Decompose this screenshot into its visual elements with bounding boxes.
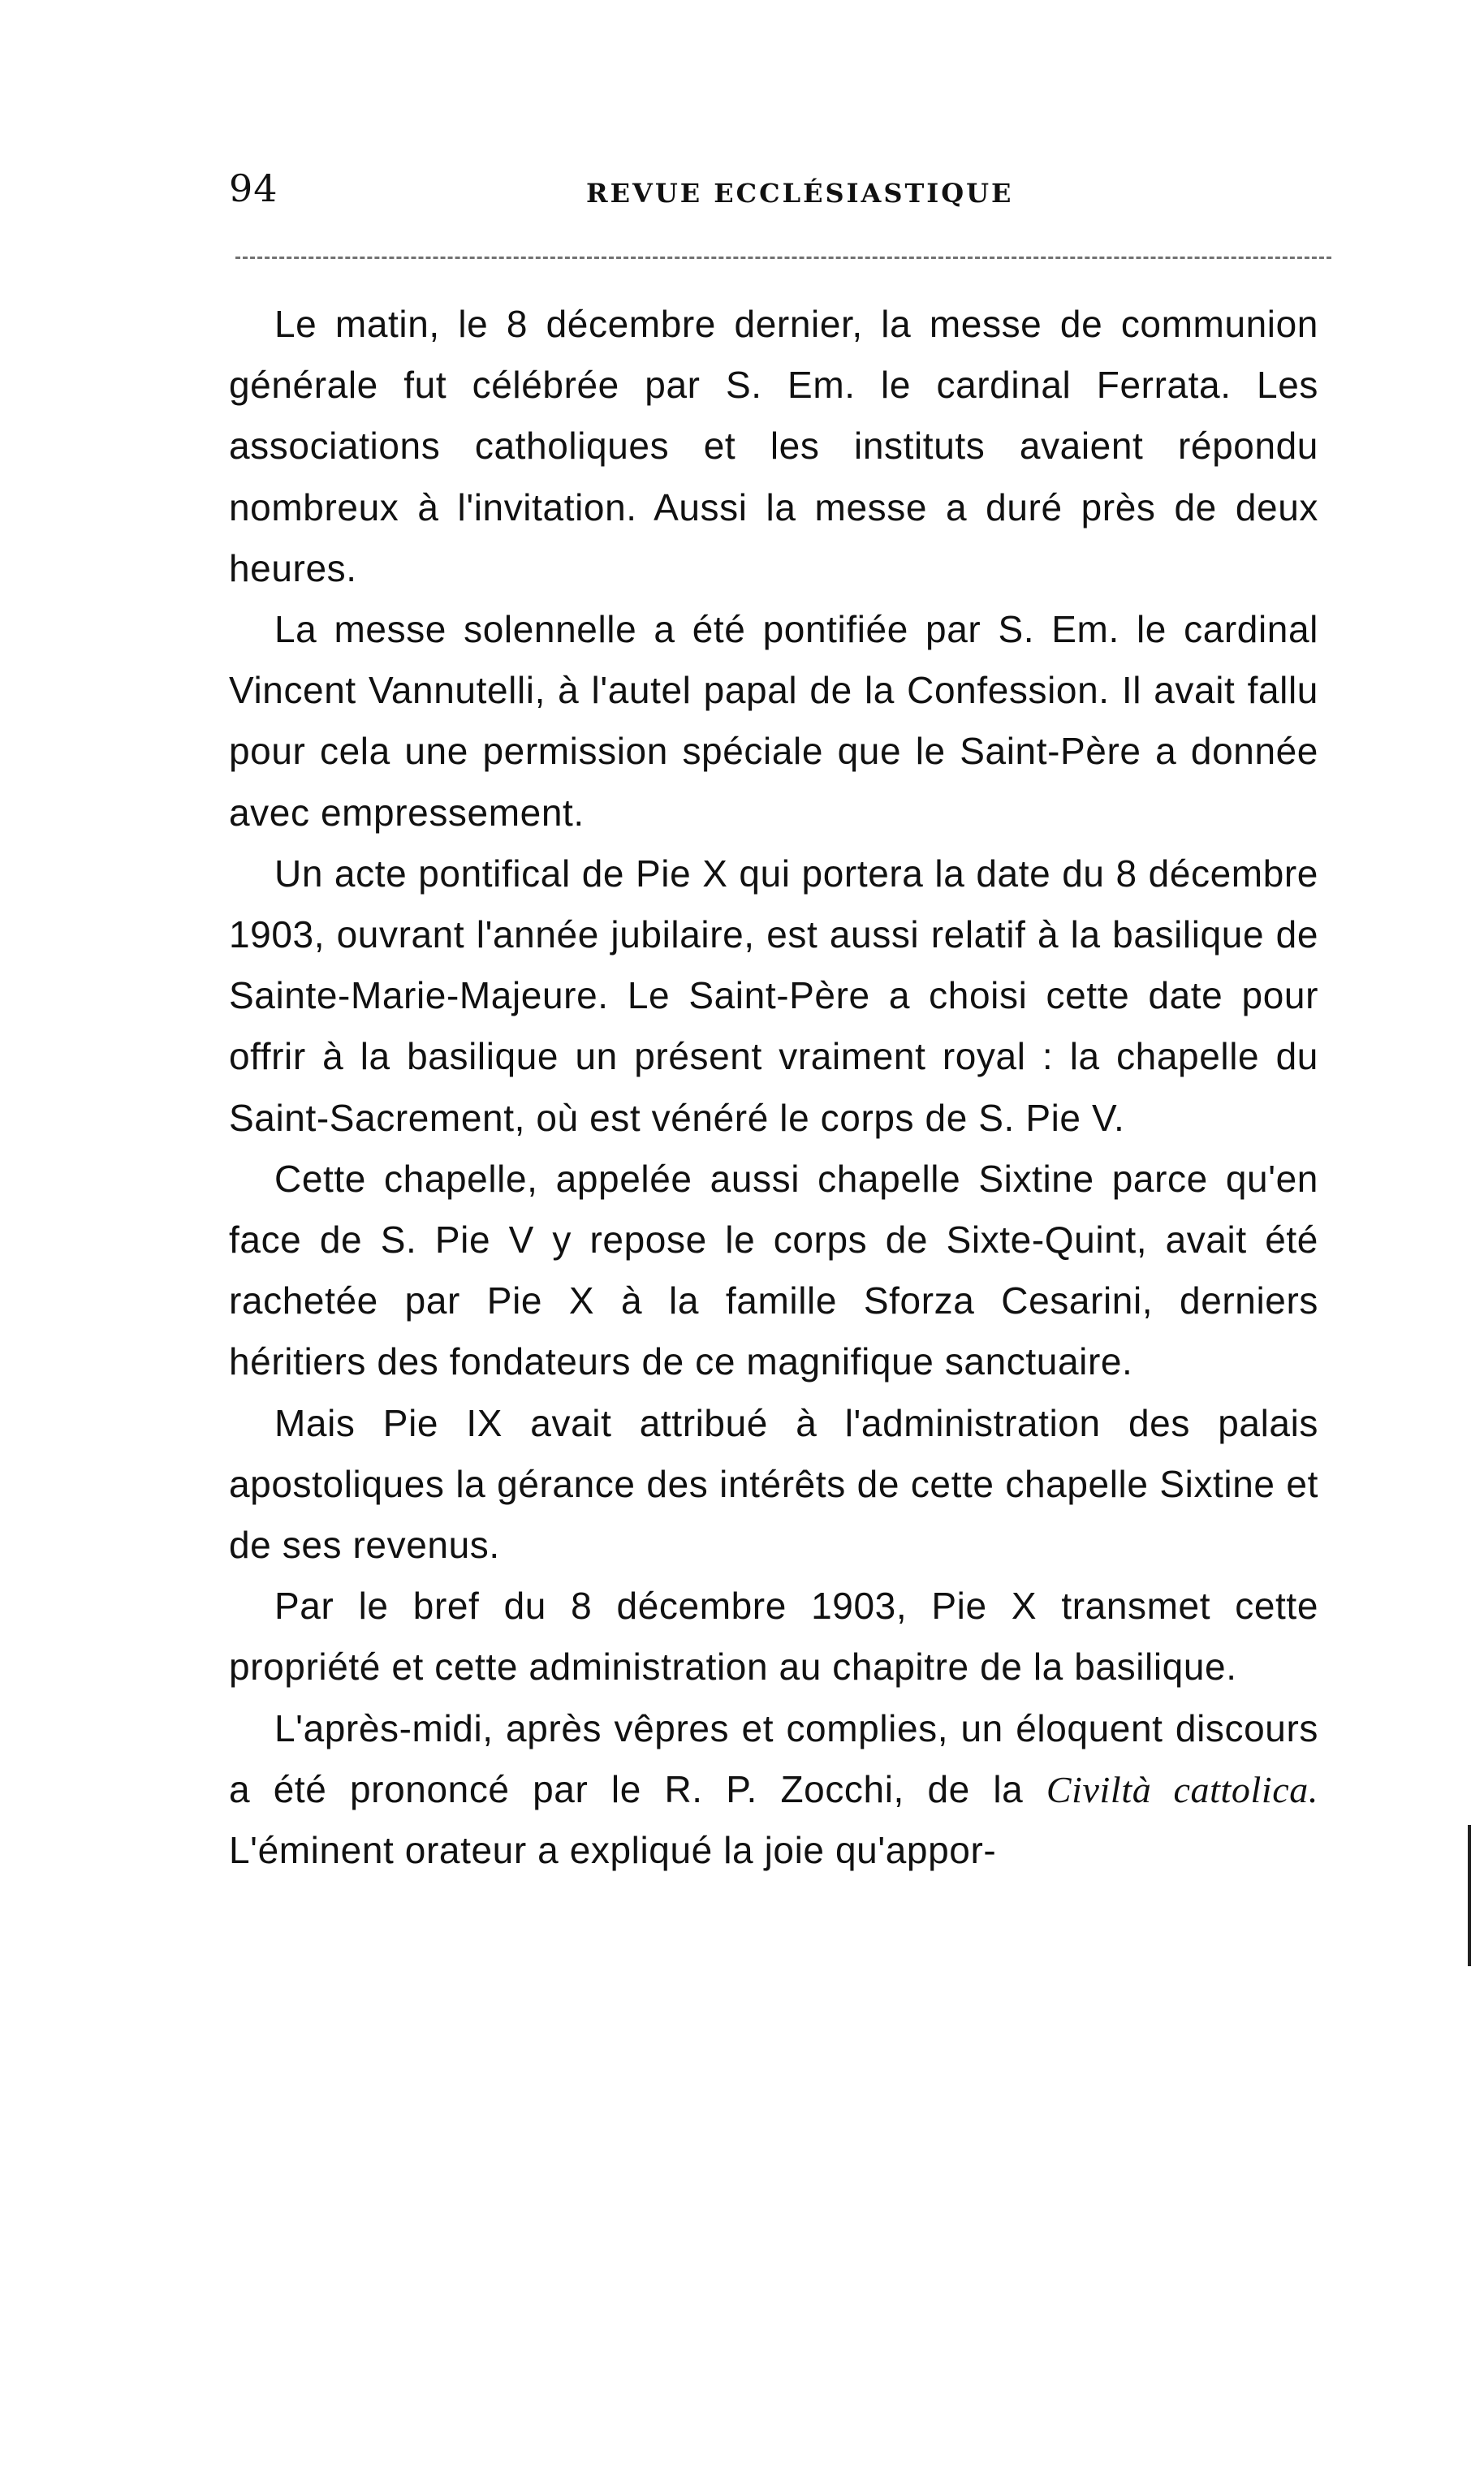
header-rule	[235, 257, 1331, 259]
paragraph: La messe solennelle a été pontifiée par S. Em. le cardinal Vincent Vannutelli, à l'autel papal de la Confession. Il avait fallu pour cela une permission spéciale que le Saint-Père a donnée avec empressement.	[229, 608, 1318, 834]
article-body	[229, 294, 1318, 1881]
paragraph: Le matin, le 8 décembre dernier, la messe de communion générale fut célébrée par S. Em. le cardinal Ferrata. Les associations catholiques et les instituts avaient répondu nombreux à l'invitation. Aussi la messe a duré près de deux heures.	[229, 303, 1318, 589]
journal-title: REVUE ECCLÉSIASTIQUE	[586, 178, 1014, 209]
paragraph-text: L'éminent orateur a expliqué la joie qu'appor-	[229, 1829, 997, 1872]
publication-title: Civiltà cattolica.	[1046, 1768, 1318, 1810]
paragraph: Un acte pontifical de Pie X qui portera la date du 8 décembre 1903, ouvrant l'année jubilaire, est aussi relatif à la basilique de Sainte-Marie-Majeure. Le Saint-Père a choisi cette date pour offrir à la basilique un présent vraiment royal : la chapelle du Saint-Sacrement, où est vénéré le corps de S. Pie V.	[229, 852, 1318, 1139]
paragraph-last	[229, 1698, 1318, 1882]
paragraph: Par le bref du 8 décembre 1903, Pie X transmet cette propriété et cette administration au chapitre de la basilique.	[229, 1585, 1318, 1689]
margin-mark	[1468, 1825, 1471, 1966]
running-head	[229, 166, 1315, 215]
paragraph: Cette chapelle, appelée aussi chapelle Sixtine parce qu'en face de S. Pie V y repose le corps de Sixte-Quint, avait été rachetée par Pie X à la famille Sforza Cesarini, derniers héritiers des fondateurs de ce magnifique sanctuaire.	[229, 1157, 1318, 1383]
page-number: 94	[229, 166, 278, 210]
paragraph: Mais Pie IX avait attribué à l'administration des palais apostoliques la gérance des intérêts de cette chapelle Sixtine et de ses revenus.	[229, 1401, 1318, 1567]
paragraph-text: L'après-midi, après vêpres et complies, un éloquent discours a été prononcé par le R. P. Zocchi, de la	[229, 1706, 1318, 1810]
